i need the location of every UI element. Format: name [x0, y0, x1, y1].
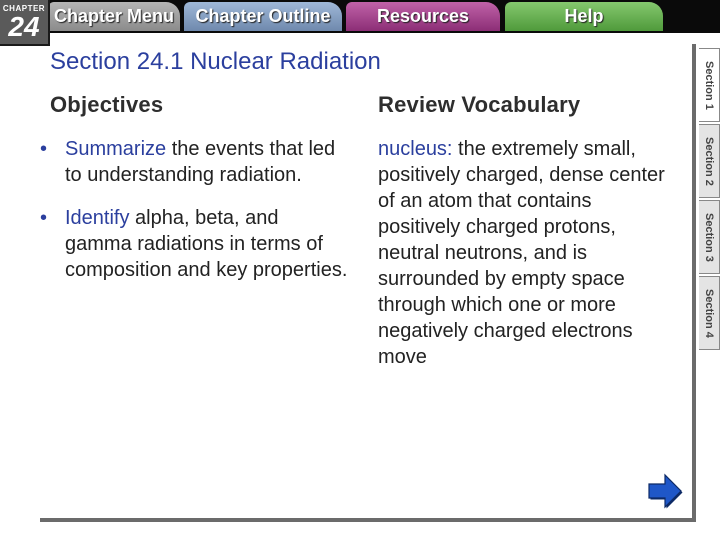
- review-vocabulary-heading: Review Vocabulary: [378, 92, 581, 117]
- resources-button[interactable]: Resources: [346, 2, 500, 31]
- vocabulary-term: nucleus:: [378, 138, 453, 160]
- chapter-badge: [0, 0, 50, 46]
- list-item: [40, 136, 350, 188]
- bullet-icon: •: [40, 138, 48, 160]
- chapter-word: CHAPTER: [2, 4, 46, 13]
- chapter-number: 24: [8, 11, 40, 42]
- chapter-outline-button[interactable]: Chapter Outline: [184, 2, 342, 31]
- list-item: [40, 205, 350, 283]
- tab-section-2-label: Section 2: [703, 136, 715, 186]
- objective-keyword: Identify: [65, 207, 130, 229]
- next-button[interactable]: [646, 472, 684, 510]
- tab-section-3-label: Section 3: [703, 212, 715, 262]
- tab-section-1-label: Section 1: [703, 60, 715, 110]
- chapter-menu-button[interactable]: Chapter Menu: [48, 2, 180, 31]
- objectives-heading: Objectives: [50, 92, 164, 117]
- tab-section-4[interactable]: [699, 276, 720, 350]
- vocabulary-definition-text: the extremely small, positively charged, dense center of an atom that contains positively charged protons, neutral neutrons, and is surrounded by empty space through which one or more negatively charged electrons move: [378, 138, 665, 368]
- tab-section-4-label: Section 4: [703, 288, 715, 338]
- vocabulary-definition: [378, 136, 668, 370]
- objectives-list: [40, 136, 350, 300]
- objective-text: alpha, beta, and gamma radiations in terms of composition and key properties.: [65, 207, 348, 281]
- bullet-icon: •: [40, 207, 48, 229]
- objective-keyword: Summarize: [65, 138, 167, 160]
- section-tabs: [699, 44, 720, 522]
- right-arrow-icon: [646, 472, 684, 510]
- tab-section-3[interactable]: [699, 200, 720, 274]
- tab-section-1[interactable]: [699, 48, 720, 122]
- help-button[interactable]: Help: [505, 2, 663, 31]
- objective-text: the events that led to understanding radiation.: [65, 138, 336, 186]
- tab-section-2[interactable]: [699, 124, 720, 198]
- section-title: Section 24.1 Nuclear Radiation: [50, 48, 381, 75]
